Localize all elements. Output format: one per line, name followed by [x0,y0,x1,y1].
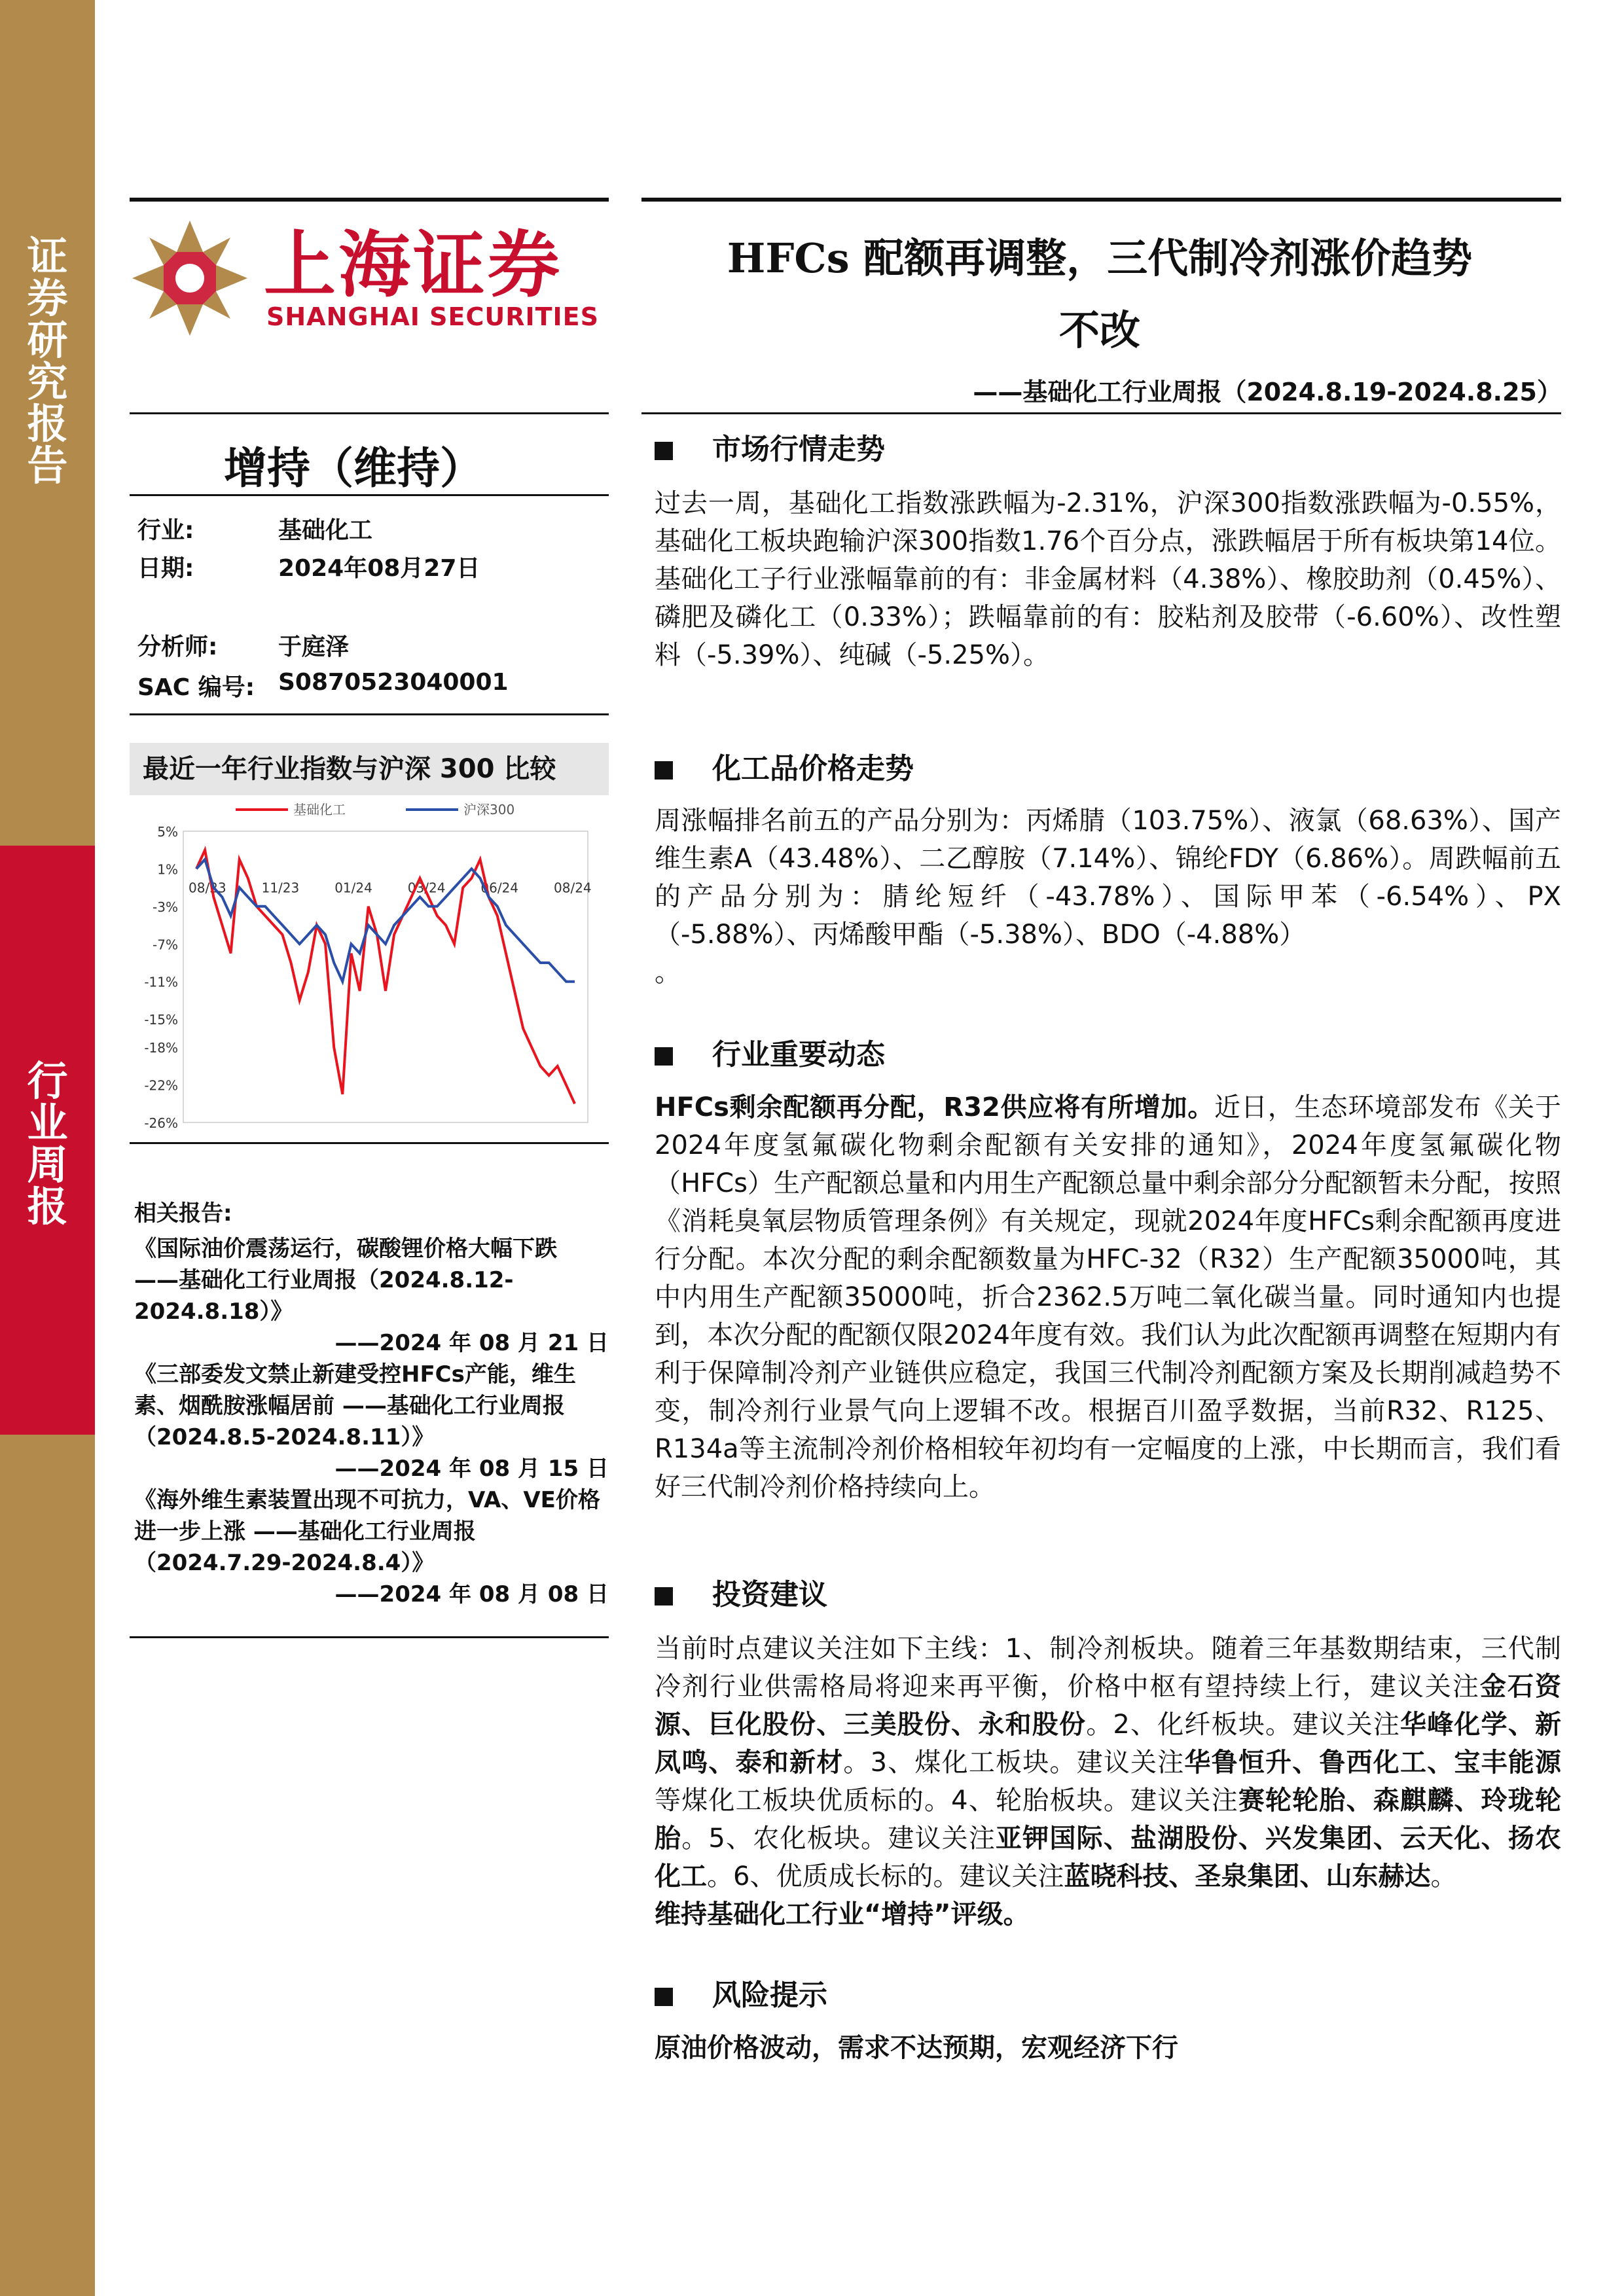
right-top-rule [641,198,1561,202]
y-tick-label: -26% [144,1115,178,1131]
x-tick-label: 03/24 [407,880,446,896]
index-comparison-chart [130,795,609,1139]
y-tick-label: 1% [157,861,178,878]
analyst-value: 于庭泽 [278,634,350,660]
section-prices-body: 周涨幅排名前五的产品分别为：丙烯腈（103.75%）、液氯（68.63%）、国产维生素A（43.48%）、二乙醇胺（7.14%）、锦纶FDY（6.86%）。周跌幅前五的产品分别为：腈纶短纤（-43.78%）、国际甲苯（-6.54%）、PX（-5.88%）、丙烯酸甲酯（-5.38%）、BDO（-4.88%） 。 [655,806,1561,988]
logo-emblem-icon [131,219,249,337]
bullet-square-icon [655,1587,673,1605]
related-report-date: ——2024 年 08 月 08 日 [334,1581,609,1607]
section-invest-body: 当前时点建议关注如下主线：1、制冷剂板块。随着三年基数期结束，三代制冷剂行业供需格局将迎来再平衡，价格中枢有望持续上行，建议关注金石资源、巨化股份、三美股份、永和股份。2、化纤板块。建议关注华峰化学、新凤鸣、泰和新材。3、煤化工板块。建议关注华鲁恒升、鲁西化工、宝丰能源等煤化工板块优质标的。4、轮胎板块。建议关注赛轮轮胎、森麒麟、玲珑轮胎。5、农化板块。建议关注亚钾国际、盐湖股份、兴发集团、云天化、扬农化工。6、优质成长标的。建议关注蓝晓科技、圣泉集团、山东赫达。 维持基础化工行业“增持”评级。 [655,1634,1562,1929]
sidebar-middle-label: 行 业 周 报 [27,1057,68,1230]
bullet-square-icon [655,1988,673,2006]
subtitle-rule [641,412,1561,414]
rating: 增持（维持） [224,442,483,493]
y-tick-label: -22% [144,1077,178,1094]
y-tick-label: -11% [144,974,178,990]
left-mid-rule [130,412,609,414]
industry-value: 基础化工 [278,517,373,544]
title-line-2: 不改 [1058,306,1140,354]
industry-label: 行业: [137,517,194,544]
title-line-1: HFCs 配额再调整，三代制冷剂涨价趋势 [727,234,1473,282]
bullet-square-icon [655,761,673,780]
section-market-heading: 市场行情走势 [655,425,885,467]
date-value: 2024年08月27日 [278,555,480,582]
related-reports [134,1198,609,1610]
related-report-date: ——2024 年 08 月 21 日 [334,1330,609,1356]
related-report-3[interactable] [134,1484,609,1610]
section-news-body: HFCs剩余配额再分配，R32供应将有所增加。近日，生态环境部发布《关于2024年度氢氟碳化物剩余配额有关安排的通知》，2024年度氢氟碳化物（HFCs）生产配额总量和内用生产配额总量中剩余部分分配额暂未分配，按照《消耗臭氧层物质管理条例》有关规定，现就2024年度HFCs剩余配额再度进行分配。本次分配的剩余配额数量为HFC-32（R32）生产配额35000吨，其中内用生产配额35000吨，折合2362.5万吨二氧化碳当量。同时通知内也提到，本次分配的配额仅限2024年度有效。我们认为此次配额再调整在短期内有利于保障制冷剂产业链供应稳定，我国三代制冷剂配额方案及长期削减趋势不变，制冷剂行业景气向上逻辑不改。根据百川盈孚数据，当前R32、R125、R134a等主流制冷剂价格相较年初均有一定幅度的上涨，中长期而言，我们看好三代制冷剂价格持续向上。 [655,1092,1561,1502]
related-report-2[interactable] [134,1359,609,1484]
x-tick-label: 01/24 [334,880,372,896]
chart-title: 最近一年行业指数与沪深 300 比较 [130,743,609,795]
legend-label: 沪深300 [463,802,515,817]
rating-rule [130,494,609,496]
sac-label: SAC 编号: [137,674,255,701]
y-tick-label: -15% [144,1012,178,1028]
related-report-1[interactable] [134,1233,609,1359]
logo-chinese: 上海证券 [264,223,562,307]
section-risk-body: 原油价格波动，需求不达预期，宏观经济下行 [655,2033,1178,2063]
sidebar-top-label: 证 券 研 究 报 告 [27,232,68,490]
bullet-square-icon [655,442,673,460]
related-report-title[interactable]: 《国际油价震荡运行，碳酸锂价格大幅下跌 ——基础化工行业周报（2024.8.12-2024.8.18）》 [134,1236,557,1325]
info-rule [130,713,609,715]
x-tick-label: 11/23 [261,880,300,896]
x-tick-label: 08/24 [554,880,592,896]
y-tick-label: -18% [144,1040,178,1056]
section-market-body: 过去一周，基础化工指数涨跌幅为-2.31%，沪深300指数涨跌幅为-0.55%，基础化工板块跑输沪深300指数1.76个百分点，涨跌幅居于所有板块第14位。基础化工子行业涨幅靠前的有：非金属材料（4.38%）、橡胶助剂（0.45%）、磷肥及磷化工（0.33%）；跌幅靠前的有：胶粘剂及胶带（-6.60%）、改性塑料（-5.39%）、纯碱（-5.25%）。 [655,488,1561,670]
related-report-title[interactable]: 《海外维生素装置出现不可抗力，VA、VE价格进一步上涨 ——基础化工行业周报（2024.7.29-2024.8.4）》 [134,1487,600,1576]
left-top-rule [130,198,609,202]
related-report-date: ——2024 年 08 月 15 日 [334,1456,609,1482]
x-tick-label: 06/24 [480,880,519,896]
section-news-heading: 行业重要动态 [655,1031,885,1073]
analyst-label: 分析师: [137,634,218,660]
related-report-title[interactable]: 《三部委发文禁止新建受控HFCs产能，维生素、烟酰胺涨幅居前 ——基础化工行业周报（2024.8.5-2024.8.11）》 [134,1361,576,1450]
series-line-2 [196,859,575,982]
news-lead: HFCs剩余配额再分配，R32供应将有所增加。 [655,1092,1215,1122]
sac-value: S0870523040001 [278,669,509,696]
bullet-square-icon [655,1047,673,1066]
y-tick-label: 5% [157,824,178,840]
report-subtitle: ——基础化工行业周报（2024.8.19-2024.8.25） [973,378,1562,406]
related-reports-heading: 相关报告: [134,1200,232,1227]
related-reports-rule [130,1636,609,1638]
legend-label: 基础化工 [293,802,346,817]
section-prices-heading: 化工品价格走势 [655,745,914,787]
x-tick-label: 08/23 [189,880,226,896]
chart-bottom-rule [130,1142,609,1144]
date-label: 日期: [137,555,194,582]
rating-statement: 维持基础化工行业“增持”评级。 [655,1899,1030,1929]
y-tick-label: -7% [153,937,178,953]
plot-frame [183,831,588,1122]
section-risk-heading: 风险提示 [655,1971,827,2013]
report-title [641,223,1558,367]
section-invest-heading: 投资建议 [655,1571,827,1613]
logo-english: SHANGHAI SECURITIES [266,302,600,331]
y-tick-label: -3% [153,899,178,915]
